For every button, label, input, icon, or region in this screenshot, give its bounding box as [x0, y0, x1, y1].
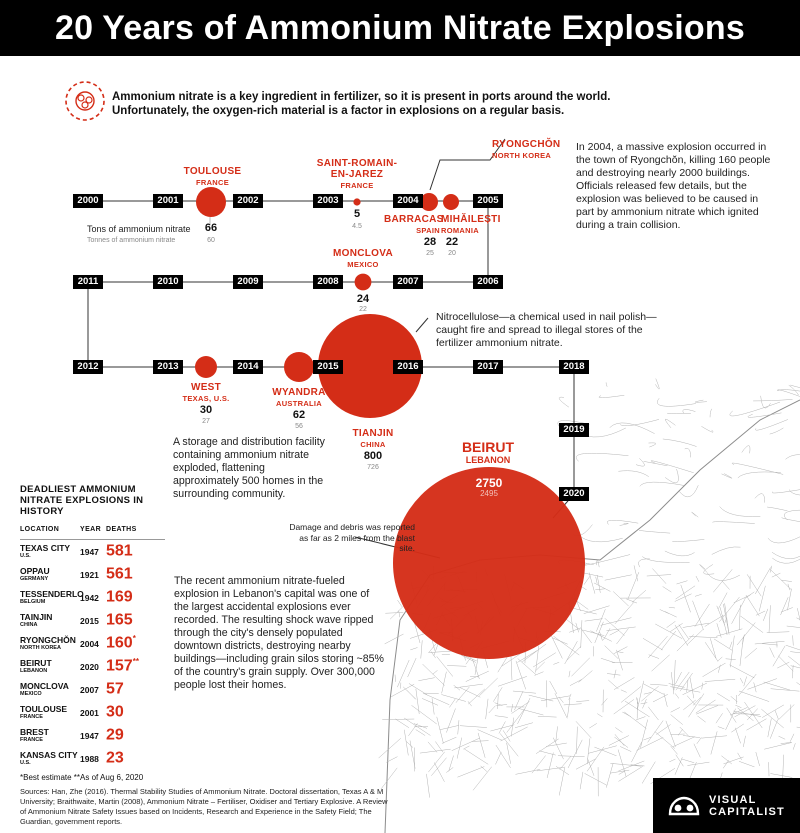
tonnes-west: 27 [202, 418, 210, 425]
year-2010: 2010 [153, 275, 183, 289]
legend-tonnes: Tonnes of ammonium nitrate [87, 237, 176, 244]
row-location: TAINJIN CHINA [20, 611, 53, 628]
year-2016: 2016 [393, 360, 423, 374]
year-2002: 2002 [233, 194, 263, 208]
row-location: TOULOUSE FRANCE [20, 703, 68, 720]
circle-wyandra [284, 352, 314, 382]
year-2005: 2005 [473, 194, 503, 208]
label-mihailesti: MIHĂILEȘTI ROMANIA [441, 214, 501, 235]
tons-monclova: 24 [356, 293, 370, 305]
year-2013: 2013 [153, 360, 183, 374]
row-location: RYONGCHŎN NORTH KOREA [20, 634, 76, 651]
note-west: A storage and distribution facility containing ammonium nitrate exploded, flattening approximately 500 homes in the surrounding community. [173, 436, 325, 500]
row-location: BEIRUT LEBANON [20, 657, 52, 674]
row-deaths: 157** [106, 657, 139, 675]
row-location: MONCLOVA MEXICO [20, 680, 69, 697]
year-2008: 2008 [313, 275, 343, 289]
year-2003: 2003 [313, 194, 343, 208]
tonnes-saint-romain: 4.5 [352, 223, 362, 230]
row-year: 1942 [80, 592, 99, 603]
year-2020: 2020 [559, 487, 589, 501]
row-deaths: 23 [106, 749, 124, 767]
legend-tons: Tons of ammonium nitrate [87, 224, 191, 234]
intro-text: Ammonium nitrate is a key ingredient in fertilizer, so it is present in ports around the world. Unfortunately, the oxygen-rich material is a factor in explosions on a regular basis. [112, 91, 611, 117]
year-2009: 2009 [233, 275, 263, 289]
visual-capitalist-logo [653, 778, 800, 833]
sources: Sources: Han, Zhe (2016). Thermal Stability Studies of Ammonium Nitrate. Doctoral dissertation, Texas A & M University; Braithwaite, Martin (2008), Ammonium Nitrate – Fertiliser, Oxidiser and Tertiary Explosive. A Review of Ammonium Nitrate Safety Issues based on Incidents, Research and Experience in the Safety Field; The Guardian, government reports. [20, 787, 388, 826]
year-2012: 2012 [73, 360, 103, 374]
tonnes-wyandra: 56 [295, 423, 303, 430]
year-2000: 2000 [73, 194, 103, 208]
circle-mihailesti [443, 194, 459, 210]
row-deaths: 57 [106, 680, 124, 698]
deadliest-table [20, 520, 165, 770]
label-beirut: BEIRUT LEBANON [461, 439, 515, 465]
year-2007: 2007 [393, 275, 423, 289]
circle-saint-romain [353, 198, 360, 205]
tons-barracas: 28 [423, 236, 437, 248]
table-row [20, 747, 165, 770]
label-monclova: MONCLOVA MEXICO [333, 248, 393, 269]
row-year: 1988 [80, 753, 99, 764]
label-west: WEST TEXAS, U.S. [182, 382, 230, 403]
tonnes-mihailesti: 20 [448, 250, 456, 257]
tonnes-tianjin: 726 [367, 464, 379, 471]
row-year: 2007 [80, 684, 99, 695]
row-deaths: 581 [106, 542, 133, 560]
row-deaths: 160* [106, 634, 136, 652]
row-year: 1947 [80, 730, 99, 741]
year-2004: 2004 [393, 194, 423, 208]
circle-toulouse [196, 187, 226, 217]
header-deaths: DEATHS [106, 526, 137, 533]
label-toulouse: TOULOUSE FRANCE [183, 166, 242, 187]
table-row [20, 701, 165, 724]
circle-west [195, 356, 217, 378]
row-year: 2015 [80, 615, 99, 626]
label-tianjin: TIANJIN CHINA [352, 428, 394, 449]
table-row [20, 563, 165, 586]
table-row [20, 609, 165, 632]
note-tianjin: Nitrocellulose—a chemical used in nail polish—caught fire and spread to illegal stores of the fertilizer ammonium nitrate. [436, 311, 657, 349]
logo-text: VISUAL CAPITALIST [709, 793, 785, 818]
row-location: TEXAS CITY U.S. [20, 542, 71, 559]
year-2018: 2018 [559, 360, 589, 374]
year-2011: 2011 [73, 275, 103, 289]
circle-monclova [355, 274, 372, 291]
header-location: LOCATION [20, 526, 60, 533]
row-year: 2001 [80, 707, 99, 718]
tons-tianjin: 800 [363, 450, 383, 462]
logo-mark-icon [667, 794, 701, 818]
row-deaths: 561 [106, 565, 133, 583]
tonnes-beirut: 2495 [480, 489, 498, 498]
tonnes-monclova: 22 [359, 306, 367, 313]
tons-west: 30 [199, 404, 213, 416]
label-wyandra: WYANDRA AUSTRALIA [272, 387, 326, 408]
row-year: 2004 [80, 638, 99, 649]
row-location: OPPAU GERMANY [20, 565, 50, 582]
year-2019: 2019 [559, 423, 589, 437]
table-row [20, 724, 165, 747]
table-row [20, 678, 165, 701]
table-body [20, 540, 165, 770]
row-deaths: 30 [106, 703, 124, 721]
row-deaths: 29 [106, 726, 124, 744]
tons-mihailesti: 22 [445, 236, 459, 248]
footnote: *Best estimate **As of Aug 6, 2020 [20, 773, 144, 782]
note-damage: Damage and debris was reported as far as 2 miles from the blast site. [289, 522, 415, 553]
table-row [20, 586, 165, 609]
year-2001: 2001 [153, 194, 183, 208]
label-ryongchon: RYONGCHŎN NORTH KOREA [492, 139, 561, 160]
row-deaths: 169 [106, 588, 133, 606]
row-location: BREST FRANCE [20, 726, 49, 743]
table-row [20, 655, 165, 678]
row-year: 2020 [80, 661, 99, 672]
tonnes-toulouse: 60 [207, 237, 215, 244]
year-2014: 2014 [233, 360, 263, 374]
tons-beirut: 2750 [475, 476, 503, 490]
table-header [20, 520, 165, 540]
header-year: YEAR [80, 526, 102, 533]
table-row [20, 632, 165, 655]
tons-wyandra: 62 [292, 409, 306, 421]
label-saint-romain: SAINT-ROMAIN-EN-JAREZ FRANCE [316, 158, 398, 190]
note-beirut: The recent ammonium nitrate-fueled explosion in Lebanon's capital was one of the largest accidental explosions ever recorded. The resulting shock wave ripped through the city's densely populated downtown districts, destroying nearby buildings—including grain silos storing ~85% of the country's grain supply. Over 300,000 people lost their homes. [174, 575, 384, 691]
year-2006: 2006 [473, 275, 503, 289]
tonnes-barracas: 25 [426, 250, 434, 257]
page-title: 20 Years of Ammonium Nitrate Explosions [0, 0, 800, 56]
year-2015: 2015 [313, 360, 343, 374]
tons-saint-romain: 5 [353, 208, 361, 220]
row-year: 1947 [80, 546, 99, 557]
note-ryongchon: In 2004, a massive explosion occurred in the town of Ryongchŏn, killing 160 people and destroying nearly 2000 buildings. Officials released few details, but the explosion was believed to be caused in part by ammonium nitrate which ignited during a train collision. [576, 141, 771, 231]
table-title: DEADLIEST AMMONIUM NITRATE EXPLOSIONS IN HISTORY [20, 484, 144, 517]
row-location: KANSAS CITY U.S. [20, 749, 78, 766]
row-year: 1921 [80, 569, 99, 580]
label-barracas: BARRACAS SPAIN [384, 214, 444, 235]
year-2017: 2017 [473, 360, 503, 374]
tons-toulouse: 66 [204, 222, 218, 234]
table-row [20, 540, 165, 563]
row-location: TESSENDERLO BELGIUM [20, 588, 84, 605]
row-deaths: 165 [106, 611, 133, 629]
